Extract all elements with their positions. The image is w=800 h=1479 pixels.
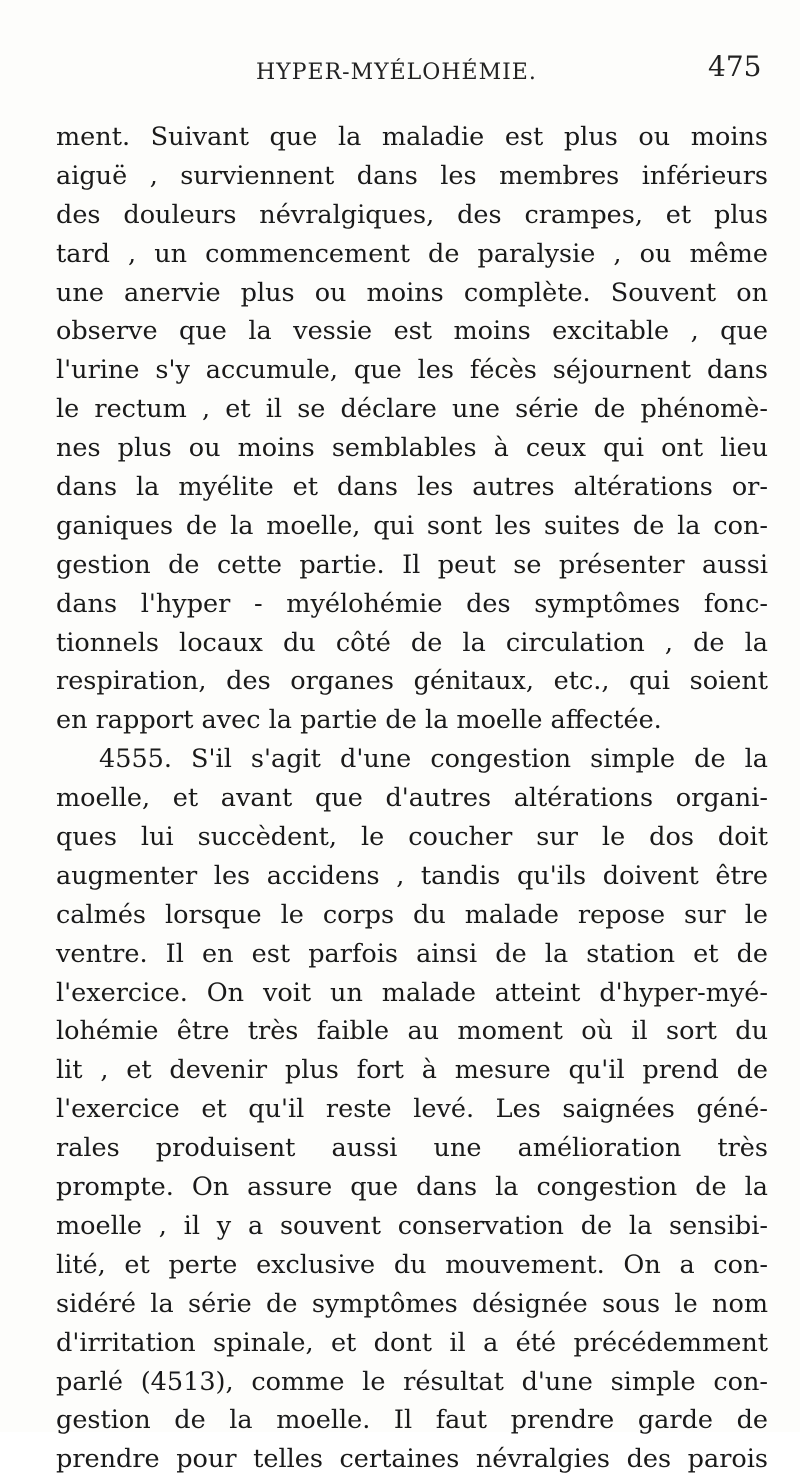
text-line: observe que la vessie est moins excitable , que xyxy=(56,316,768,347)
text-line: ventre. Il en est parfois ainsi de la station et de xyxy=(56,938,768,969)
text-line: gestion de la moelle. Il faut prendre garde de xyxy=(56,1405,768,1436)
text-line-paragraph-start: 4555. S'il s'agit d'une congestion simple de la xyxy=(99,744,768,775)
text-line: sidéré la série de symptômes désignée sous le nom xyxy=(56,1288,768,1319)
text-line: nes plus ou moins semblables à ceux qui ont lieu xyxy=(56,433,768,464)
text-line: l'exercice. On voit un malade atteint d'hyper-myé- xyxy=(56,977,768,1008)
text-line: moelle, et avant que d'autres altérations organi- xyxy=(56,783,768,814)
text-line: augmenter les accidens , tandis qu'ils doivent être xyxy=(56,860,768,891)
body-text xyxy=(56,118,768,1479)
text-line: lit , et devenir plus fort à mesure qu'il prend de xyxy=(56,1055,768,1086)
text-line: aiguë , surviennent dans les membres inférieurs xyxy=(56,160,768,191)
text-line: dans l'hyper - myélohémie des symptômes fonc- xyxy=(56,588,768,619)
text-line: tionnels locaux du côté de la circulation , de la xyxy=(56,627,768,658)
text-line: d'irritation spinale, et dont il a été précédemment xyxy=(56,1327,768,1358)
text-line: parlé (4513), comme le résultat d'une simple con- xyxy=(56,1366,768,1397)
text-line: lité, et perte exclusive du mouvement. On a con- xyxy=(56,1249,768,1280)
text-line: calmés lorsque le corps du malade repose sur le xyxy=(56,899,768,930)
text-line: dans la myélite et dans les autres altérations or- xyxy=(56,472,768,503)
text-line: ment. Suivant que la maladie est plus ou moins xyxy=(56,122,768,152)
text-line: respiration, des organes génitaux, etc., qui soient xyxy=(56,666,768,697)
text-line: rales produisent aussi une amélioration très xyxy=(56,1133,768,1164)
text-line: ganiques de la moelle, qui sont les suites de la con- xyxy=(56,510,768,541)
text-line: une anervie plus ou moins complète. Souvent on xyxy=(56,277,768,308)
text-line: en rapport avec la partie de la moelle affectée. xyxy=(56,705,662,736)
text-line: lohémie être très faible au moment où il sort du xyxy=(56,1016,768,1047)
text-line: l'urine s'y accumule, que les fécès séjournent dans xyxy=(56,355,768,386)
text-line: des douleurs névralgiques, des crampes, et plus xyxy=(56,199,768,230)
text-line: gestion de cette partie. Il peut se présenter aussi xyxy=(56,549,768,580)
text-line: ques lui succèdent, le coucher sur le dos doit xyxy=(56,822,768,853)
text-line: tard , un commencement de paralysie , ou même xyxy=(56,238,768,269)
text-line: prompte. On assure que dans la congestion de la xyxy=(56,1172,768,1203)
running-head: HYPER-MYÉLOHÉMIE. xyxy=(256,60,537,85)
text-line: l'exercice et qu'il reste levé. Les saignées géné- xyxy=(56,1094,768,1125)
text-line: moelle , il y a souvent conservation de la sensibi- xyxy=(56,1210,768,1241)
page-number: 475 xyxy=(708,50,762,83)
text-line: prendre pour telles certaines névralgies des parois xyxy=(56,1444,768,1475)
text-line: le rectum , et il se déclare une série de phénomè- xyxy=(56,394,768,425)
